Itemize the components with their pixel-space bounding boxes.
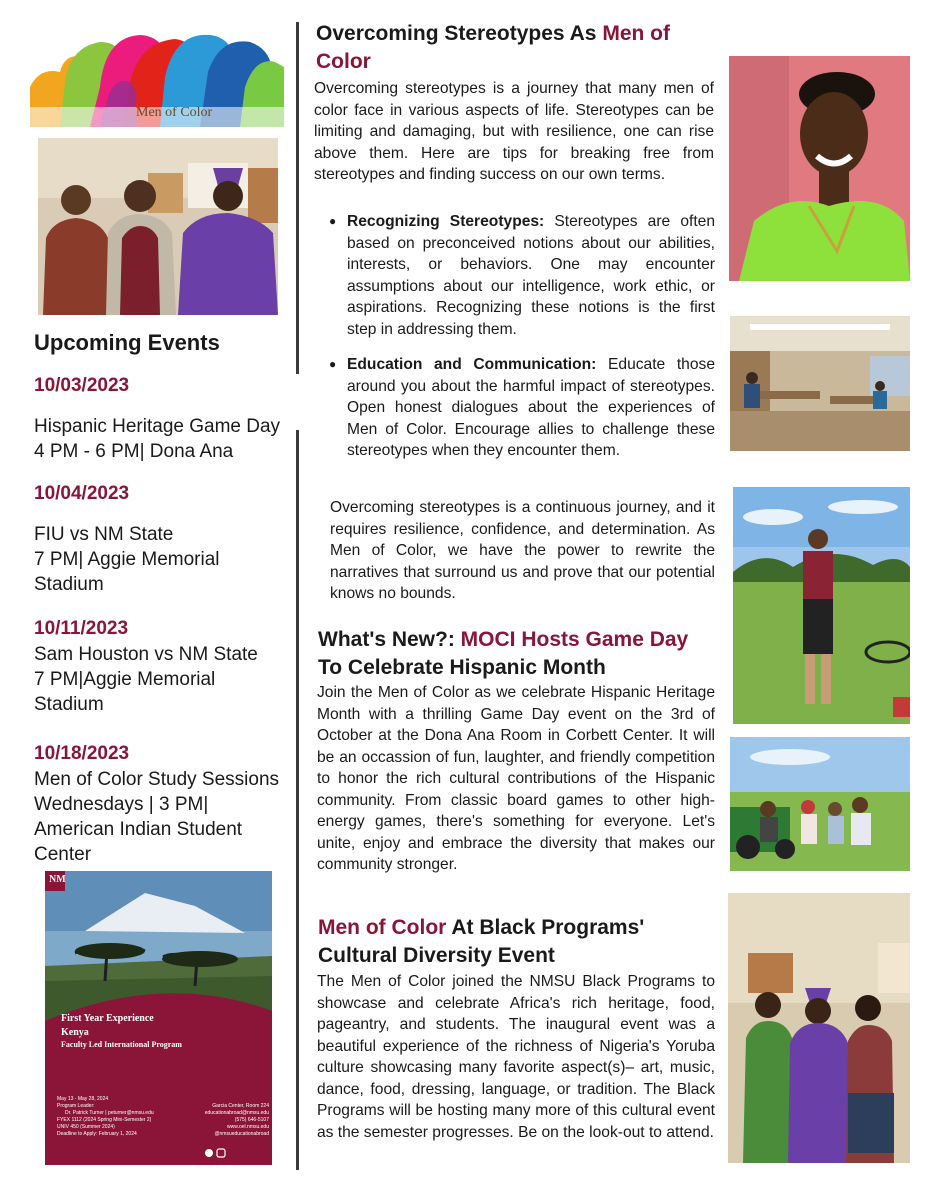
event-line: Hispanic Heritage Game Day: [34, 416, 281, 437]
event-details: [34, 642, 292, 717]
flyer-detail: Deadline to Apply: February 1, 2024: [57, 1131, 137, 1137]
article1-closing: Overcoming stereotypes is a continuous journey, and it requires resilience, confidence, and determination. As Men of Color, we have the power to rewrite the narratives that surround us and prove that our potential knows no bounds.: [330, 499, 715, 602]
flyer-detail: Dr. Patrick Turner | peturner@nmsu.edu: [65, 1110, 154, 1116]
article2-title-accent: MOCI Hosts Game Day: [460, 628, 689, 651]
upcoming-events-heading: Upcoming Events: [34, 330, 220, 355]
flyer-detail: FYEX 1112 (2024 Spring Mini-Semester 2): [57, 1117, 152, 1123]
article1-title-accent-2: Color: [316, 50, 371, 73]
flyer-contact-line: educationabroad@nmsu.edu: [204, 1110, 269, 1116]
cultural-event-photo: [728, 893, 910, 1163]
flyer-detail: May 13 - May 28, 2024: [57, 1096, 109, 1102]
article1-title-accent: Men of: [602, 22, 670, 45]
event-line: Stadium: [34, 574, 104, 595]
flyer-contact: [169, 1103, 269, 1138]
column-divider-bottom: [296, 430, 299, 1170]
kenya-program-flyer: [45, 871, 272, 1165]
bullet-text: Educate those around you about the harmful impact of stereotypes. Open honest dialogues about the experiences of Men of Color. Encourage allies to challenge these stereotypes when they encounter them.: [347, 356, 715, 459]
event-line: 7 PM|Aggie Memorial: [34, 669, 216, 690]
event-line: American Indian Student: [34, 819, 243, 840]
bullet-dot-icon: ●: [329, 357, 337, 371]
flyer-detail: UNIV 450 (Summer 2024): [57, 1124, 115, 1130]
nm-logo: NM: [49, 874, 66, 885]
game-day-field-photo: [733, 487, 910, 724]
event-details: [34, 767, 292, 867]
article2-headline: [318, 626, 718, 682]
logo-text: Men of Color: [136, 105, 213, 120]
bullet-head: Education and Communication:: [347, 356, 597, 373]
article3-headline: [318, 914, 718, 970]
article1-intro: Overcoming stereotypes is a journey that many men of color face in various aspects of life. Stereotypes can be limiting and damaging, but with resilience, one can rise above them. Here are tips for breaking free from stereotypes and finding success on our own terms.: [314, 80, 714, 183]
article2-body: Join the Men of Color as we celebrate Hispanic Heritage Month with a thrilling Game Day event on the 3rd of October at the Dona Ana Room in Corbett Center. It will be an occassion of fun, laughter, and friendly competition to honor the rich cultural contributions of the Hispanic community. From classic board games to other high-energy games, there's something for everyone. Let's unite, enjoy and embrace the diversity that makes our community stronger.: [317, 684, 715, 873]
event-date: 10/03/2023: [34, 375, 130, 396]
event-line: 7 PM| Aggie Memorial: [34, 549, 220, 570]
flyer-contact-line: www.oel.nmsu.edu: [227, 1124, 269, 1130]
article2-title-plain: What's New?:: [318, 628, 461, 651]
flyer-subtitle: Faculty Led International Program: [61, 1040, 182, 1049]
event-line: Center: [34, 844, 92, 865]
bullet-head: Recognizing Stereotypes:: [347, 213, 545, 230]
game-day-group-photo: [730, 737, 910, 871]
article1-bullet: [329, 354, 715, 462]
flyer-contact-line: @nmsueducationabroad: [214, 1131, 269, 1137]
event-date: 10/18/2023: [34, 743, 130, 764]
event-line: 4 PM - 6 PM| Dona Ana: [34, 441, 234, 462]
event-details: [34, 522, 292, 597]
study-room-photo: [730, 316, 910, 451]
flyer-detail: Program Leader:: [57, 1103, 95, 1109]
event-line: Stadium: [34, 694, 104, 715]
event-line: Men of Color Study Sessions: [34, 769, 280, 790]
flyer-country: Kenya: [61, 1027, 89, 1038]
men-of-color-logo: [30, 27, 284, 127]
article1-headline: [316, 20, 716, 76]
article3-title-accent: Men of Color: [318, 916, 447, 939]
bullet-text: Stereotypes are often based on preconceived notions about our abilities, interests, or behaviors. One may encounter assumptions about our intelligence, work ethic, or aspirations. Recognizing these notions is the first step in addressing them.: [347, 213, 715, 338]
event-line: Sam Houston vs NM State: [34, 644, 258, 665]
article3-body: The Men of Color joined the NMSU Black Programs to showcase and celebrate Africa's rich heritage, food, pageantry, and students. The inaugural event was a beautiful experience of the richness of Nigeria's Yoruba culture showcasing many favorite aspect(s)– art, music, dance, food, dressing, language, or tradition. The Black Programs will be hosting many more of this cultural event as the semester progresses. Be on the look-out to attend.: [317, 973, 715, 1141]
event-date: 10/11/2023: [34, 618, 129, 639]
article1-title-plain: Overcoming Stereotypes As: [316, 22, 603, 45]
article3-title-line2: Cultural Diversity Event: [318, 944, 555, 967]
article3-title-plain: At Black Programs': [446, 916, 645, 939]
event-details: [34, 414, 292, 464]
event-date: 10/04/2023: [34, 483, 130, 504]
article1-bullet: [329, 211, 715, 340]
flyer-title: First Year Experience: [61, 1013, 154, 1024]
bullet-dot-icon: ●: [329, 214, 337, 228]
flyer-contact-line: Garcia Center, Room 224: [212, 1103, 269, 1109]
flyer-contact-line: (575) 646-5107: [234, 1117, 269, 1123]
smiling-man-photo: [729, 56, 910, 281]
event-line: FIU vs NM State: [34, 524, 174, 545]
flyer-details: [57, 1096, 167, 1138]
column-divider-top: [296, 22, 299, 374]
event-line: Wednesdays | 3 PM|: [34, 794, 209, 815]
article2-title-line2: To Celebrate Hispanic Month: [318, 656, 606, 679]
team-photo: [38, 138, 278, 315]
